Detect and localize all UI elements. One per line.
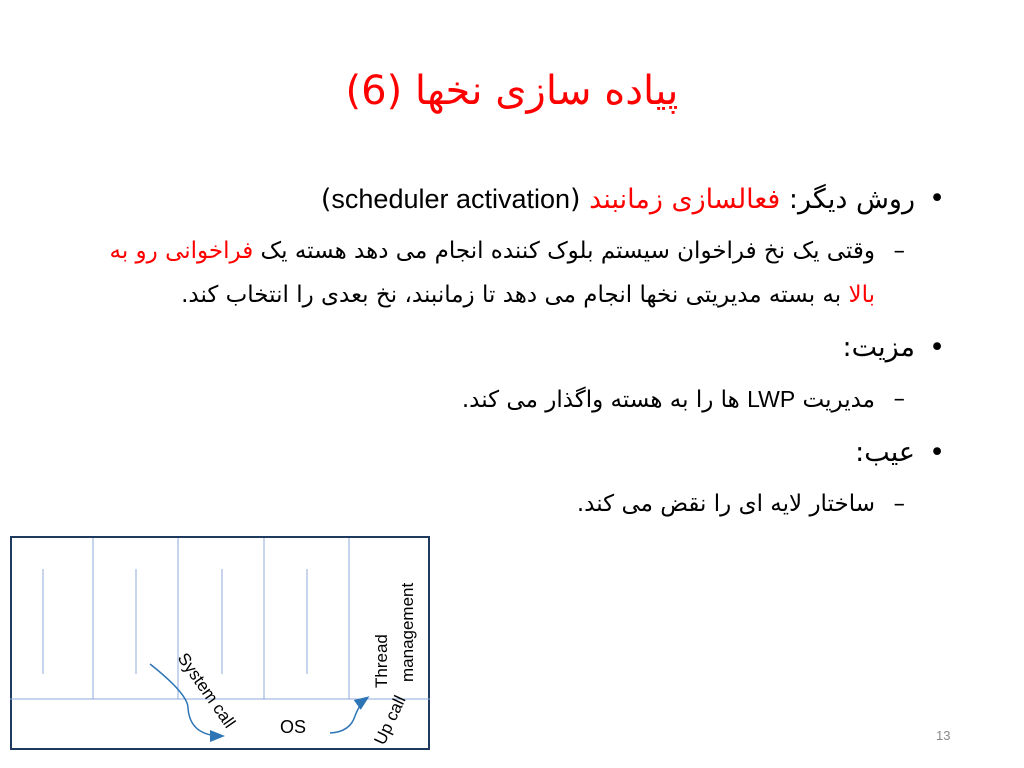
bullet-lead: روش دیگر:	[780, 184, 915, 215]
management-label: management	[398, 582, 417, 682]
layering-text: ساختار لایه ای را نقض می کند.	[576, 491, 875, 517]
sub-bullet-lwp	[100, 377, 945, 422]
dash-icon: –	[893, 491, 905, 517]
bullet-scheduler-activation	[100, 180, 945, 219]
disadvantage-label: عیب:	[855, 437, 915, 468]
page-number: 13	[936, 728, 951, 743]
sub-text-pre: وقتی یک نخ فراخوان سیستم بلوک کننده انجام می دهد هسته یک	[253, 238, 875, 264]
dash-icon: –	[893, 238, 905, 264]
lwp-post: ها را به هسته واگذار می کند.	[461, 387, 748, 413]
dash-icon: –	[893, 386, 905, 412]
lwp-term: LWP	[747, 386, 796, 412]
slide-title: پیاده سازی نخها (6)	[345, 68, 679, 114]
bullet-dot-icon: •	[929, 437, 945, 468]
bullet-advantage	[100, 329, 945, 367]
sub-text-red: فراخوانی رو به بالا	[109, 238, 875, 308]
bullet-dot-icon: •	[929, 183, 945, 214]
sub-text-post: به بسته مدیریتی نخها انجام می دهد تا زمانبند، نخ بعدی را انتخاب کند.	[181, 282, 849, 308]
up-call-label: Up call	[370, 692, 410, 748]
system-call-label: System call	[173, 649, 240, 732]
os-label: OS	[280, 717, 307, 737]
scheduler-activation-diagram	[10, 536, 430, 750]
bullet-disadvantage	[100, 434, 945, 472]
advantage-label: مزیت:	[842, 332, 915, 363]
paren-close: )	[320, 184, 332, 215]
sub-bullet-upcall	[100, 229, 945, 317]
sub-bullet-layering	[100, 482, 945, 526]
lwp-pre: مدیریت	[795, 387, 875, 413]
bullet-english-term: scheduler activation	[331, 184, 571, 214]
slide-content	[100, 180, 945, 538]
thread-label: Thread	[372, 634, 391, 688]
paren-open: (	[570, 184, 590, 215]
bullet-red-term: فعالسازی زمانبند	[589, 184, 781, 215]
bullet-dot-icon: •	[929, 332, 945, 363]
